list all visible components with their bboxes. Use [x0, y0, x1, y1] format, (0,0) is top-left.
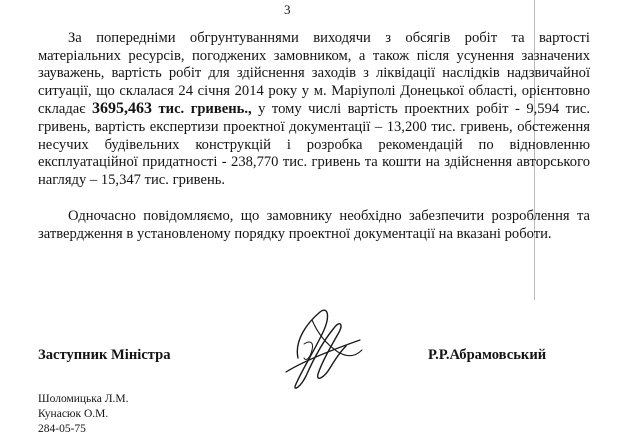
total-amount-unit: тис. гривень.,	[158, 101, 252, 118]
page-number: 3	[284, 2, 291, 17]
total-amount: 3695,463	[92, 100, 152, 118]
handwritten-signature	[268, 300, 368, 395]
notice-paragraph: Одночасно повідомляємо, що замовнику необхідно забезпечити розроблення та затвердження в установленому порядку проектної документації на вказані роботи.	[38, 208, 590, 242]
paragraph-intro-text: За попередніми обгрунтуваннями виходячи з обсягів робіт та вартості матеріальних ресурсів, погоджених замовником, а також після усунення зазначених зауважень, вартість робіт для здійснення заходів з ліквідації наслідків надзвичайної ситуації, що склалася 24 січня 2014 року у м. Маріуполі Донецької області, орієнтовно складає	[38, 30, 590, 118]
signer-name: Р.Р.Абрамовський	[428, 347, 547, 363]
executor-contacts	[38, 392, 128, 437]
signer-title: Заступник Міністра	[38, 347, 171, 363]
executor-name-2: Кунасюк О.М.	[38, 408, 109, 420]
executor-name-1: Шоломицька Л.М.	[38, 393, 129, 405]
paragraph-breakdown-text: у тому числі вартість проектних робіт - 9,594 тис. гривень, вартість експертизи проектної документації – 13,200 тис. гривень, обстеження несучих будівельних конструкцій і розробка рекомендацій по відновленню експлуатаційної придатності - 238,770 тис. гривень та кошти на здійснення авторського нагляду – 15,347 тис. гривень.	[38, 101, 590, 188]
executor-phone: 284-05-75	[38, 423, 86, 435]
main-paragraph	[38, 30, 590, 189]
